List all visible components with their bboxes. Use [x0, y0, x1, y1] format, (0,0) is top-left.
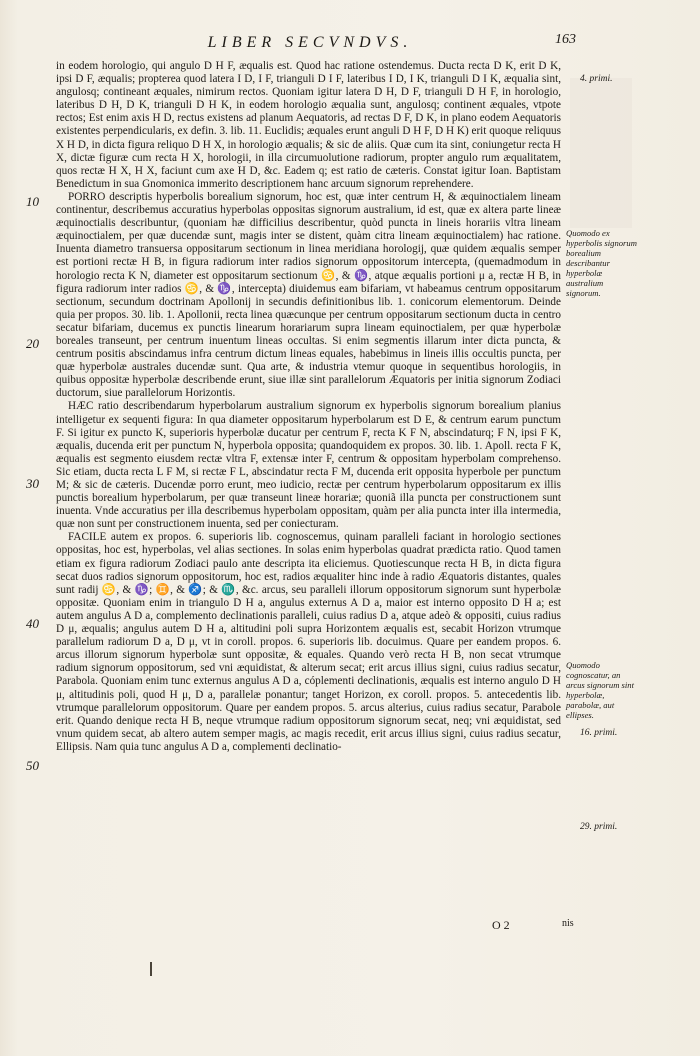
margin-reference-29-primi: 29. primi. [580, 822, 618, 832]
line-number-50: 50 [26, 758, 39, 773]
page-number: 163 [555, 32, 576, 47]
line-number-10: 10 [26, 194, 39, 209]
ink-mark [150, 962, 152, 976]
paragraph-1: in eodem horologio, qui angulo D H F, æqualis est. Quod hac ratione ostendemus. Ducta recta D K, erit D K, ipsi D F, æqualis; propterea quod latera I D, I F, trianguli D I F, lateribus I D, I K, trianguli D I K, æqualia sint, angulosq; contineant æquales, nimirum rectos. Quoniam igitur latera D H, D F, trianguli D H F, in horologio, lateribus D H, D K, trianguli D H K, in eodem horologio æqualia sunt, angulosq; continent æquales, vtpote rectos; Est enim axis H D, rectus existens ad planum Aequatoris, ad rectas D F, D K, in plano eodem Aequatoris existentes perpendicularis, ex defin. 3. lib. 11. Euclidis; æquales erunt anguli D H F, D H K) erit quoque reliquus X H D, in dicta figura reliquo D H X, in horologio æqualis; & sic de aliis. Quæ cum ita sint, coniungetur recta H X, dictæ figuræ cum recta H X, horologii, in illa circumuolutione radiorum, propter angulo rum æqualitatem, quos rectæ H X, H X, faciunt cum axe H D, &c. Eadem q; est ratio de cæteris. Constat igitur Ioan. Baptistam Benedictum in sua Gnomonica immerito descriptionem hanc arcuum signorum reprehendere. [56, 60, 561, 190]
paragraph-3: HÆC ratio describendarum hyperbolarum australium signorum ex hyperbolis signorum borealium planius intelligetur ex sequenti figura: In qua diameter oppositarum hyperbolarum est D E, & centrum earum punctum F. Si igitur ex puncto K, superioris hyperbolæ ducatur per centrum F, recta K F N, abscindaturq; F N, ipsi F K, æqualis, ducenda erit per punctum N, hyperbola opposita; quandoquidem ex propos. 30. lib. 1. Apoll. recta F K, æqualis est segmento eiusdem rectæ vltra F, extensæ inter F, centrum & oppositam hyperbolam comprehenso. Sic etiam, ducta recta L F M, si rectæ F L, abscindatur recta F M, ducenda erit opposita hyperbole per punctum M; & sic de cæteris. Ducendæ porro erunt, meo iudicio, rectæ per centrum hyperbolarum oppositarum ex illis punctis borealium hyperbolarum, per quæ transeunt lineæ horariæ; quoniã illa puncta per constructionem sunt inuenta. Vnde accuratius per illa describemus hyperbolam oppositam, quàm per alia puncta inter illa intermedia, quæ non sunt per constructionem inuenta, sed per coniecturam. [56, 400, 561, 531]
line-number-30: 30 [26, 476, 39, 491]
running-title: LIBER SECVNDVS. [207, 34, 413, 51]
margin-reference-16-primi: 16. primi. [580, 728, 618, 738]
main-text-column [56, 60, 561, 930]
paragraph-2: PORRO descriptis hyperbolis borealium signorum, hoc est, quæ inter centrum H, & æquinoctialem lineam continentur, describemus accuratius hyperbolas oppositas signorum australium, id est, quæ ex altera parte lineæ æquinoctialis describuntur, (quoniam hæ difficilius describentur, quòd puncta in lineis horariis vltra lineam æquinoctialem, per quæ ducendæ sunt, magis inter se distent, quàm citra lineam æquinoctialem) hac ratione. Inuenta diametro transuersa oppositarum sectionum in linea meridiana horologij, quæ quidem æqualis semper est portioni rectæ H B, in figura radiorum inter radios signorum oppositorum intercepta, (quemadmodum in horologio recta K N, diameter est oppositarum sectionum ♋, & ♑, atque æqualis portioni μ a, rectæ H B, in figura radiorum inter radios ♋, & ♑, intercepta) diuidemus eam bifariam, vt habeamus centrum oppositarum sectionum, secundum doctrinam Apollonij in secundis definitionibus lib. 1. conicorum elementorum. Deinde quia per propos. 30. lib. 1. Apollonii, recta linea quæcunque per centrum oppositarum sectionum ducta in centro secatur bifariam, ducemus ex punctis linearum horariarum supra lineam equinoctialem, per quæ hyperbolæ boreales transeunt, per centrum inuentum lineas occultas. Si enim segmentis illarum inter dicta puncta, & centrum positis abscindamus infra centrum dictum lineas equales, habebimus in lineis illis occultis puncta, per quæ hyperbolæ australes ducendæ sunt. Qua arte, & industria vtemur quoque in sequentibus horologiis, in quibus oppositæ hyperbolæ describende erunt, siue illæ sint parallelorum Æquatoris per initia signorum Zodiaci ductorum, siue parallelorum Horizontis. [56, 190, 561, 400]
line-number-40: 40 [26, 616, 39, 631]
catchword: nis [562, 918, 574, 929]
margin-note-conic-sections: Quomodo cognoscatur, an arcus signorum sint hyperbolæ, parabolæ, aut ellipses. [566, 660, 634, 720]
margin-note-hyperbolas: Quomodo ex hyperbolis signorum borealium describantur hyperbolæ australium signorum. [566, 228, 637, 298]
paper-smudge [570, 78, 632, 228]
margin-reference-4-primi: 4. primi. [580, 74, 613, 84]
signature-mark: O 2 [492, 918, 510, 932]
line-number-20: 20 [26, 336, 39, 351]
paragraph-4: FACILE autem ex propos. 6. superioris lib. cognoscemus, quinam paralleli faciant in horologio sectiones oppositas, hoc est, hyperbolas, vel alias sectiones. In solas enim hyperbolas quadrat prædicta ratio. Quod tamen etiam ex figura radiorum Zodiaci paulo ante descripta ita eliciemus. Quotiescunque recta H B, in dicta figura secat duos radios signorum oppositorum, hoc est, radios æqualiter hinc inde à radio Æquatoris distantes, quales sunt radij ♋, & ♑; ♊, & ♐; & ♏, &c. arcus, seu paralleli illorum oppositorum signorum sunt hyperbolæ oppositæ. Quoniam enim in triangulo D H a, angulus externus A D a, maior est interno opposito D H a; est autem angulus A D a, complemento declinationis paralleli, cuius radius D a, atque adeò & oppositi, cuius radius D μ, æqualis; angulus autem D H a, altitudini poli supra Horizontem æqualis est, secabit Horizon vtrumque parallelum radiorum D a, D μ, vt in coroll. propos. 6. superioris lib. docuimus. Quare per eandem propos. 6. arcus illorum signorum hyperbolæ sunt oppositæ, & equales. Quando verò recta H B, non secat vtrumque radium signorum oppositorum, sed vni æquidistat, & alterum secat; erit arcus illius signi, cuius radius secatur, Parabola. Quoniam enim tunc externus angulus A D a, cóplementi declinationis, æqualis est interno angulo D H μ, altitudinis poli, quod H μ, D a, parallelæ ponantur; tanget Horizon, ex coroll. propos. 5. antecedentis lib. vtrumque parallelorum oppositorum. Quare per eandem propos. 5. arcus alterius, cuius radius secatur, Parabole erit. Quando denique recta H B, neque vtrumque radium oppositorum signorum secat, neq; vni æquidistat, sed vnum quidem secat, ab altero autem semper magis, ac magis recedit, erit arcus illius signi, cuius radius secatur, Ellipsis. Nam quia tunc angulus A D a, complementi declinatio- [56, 531, 561, 753]
